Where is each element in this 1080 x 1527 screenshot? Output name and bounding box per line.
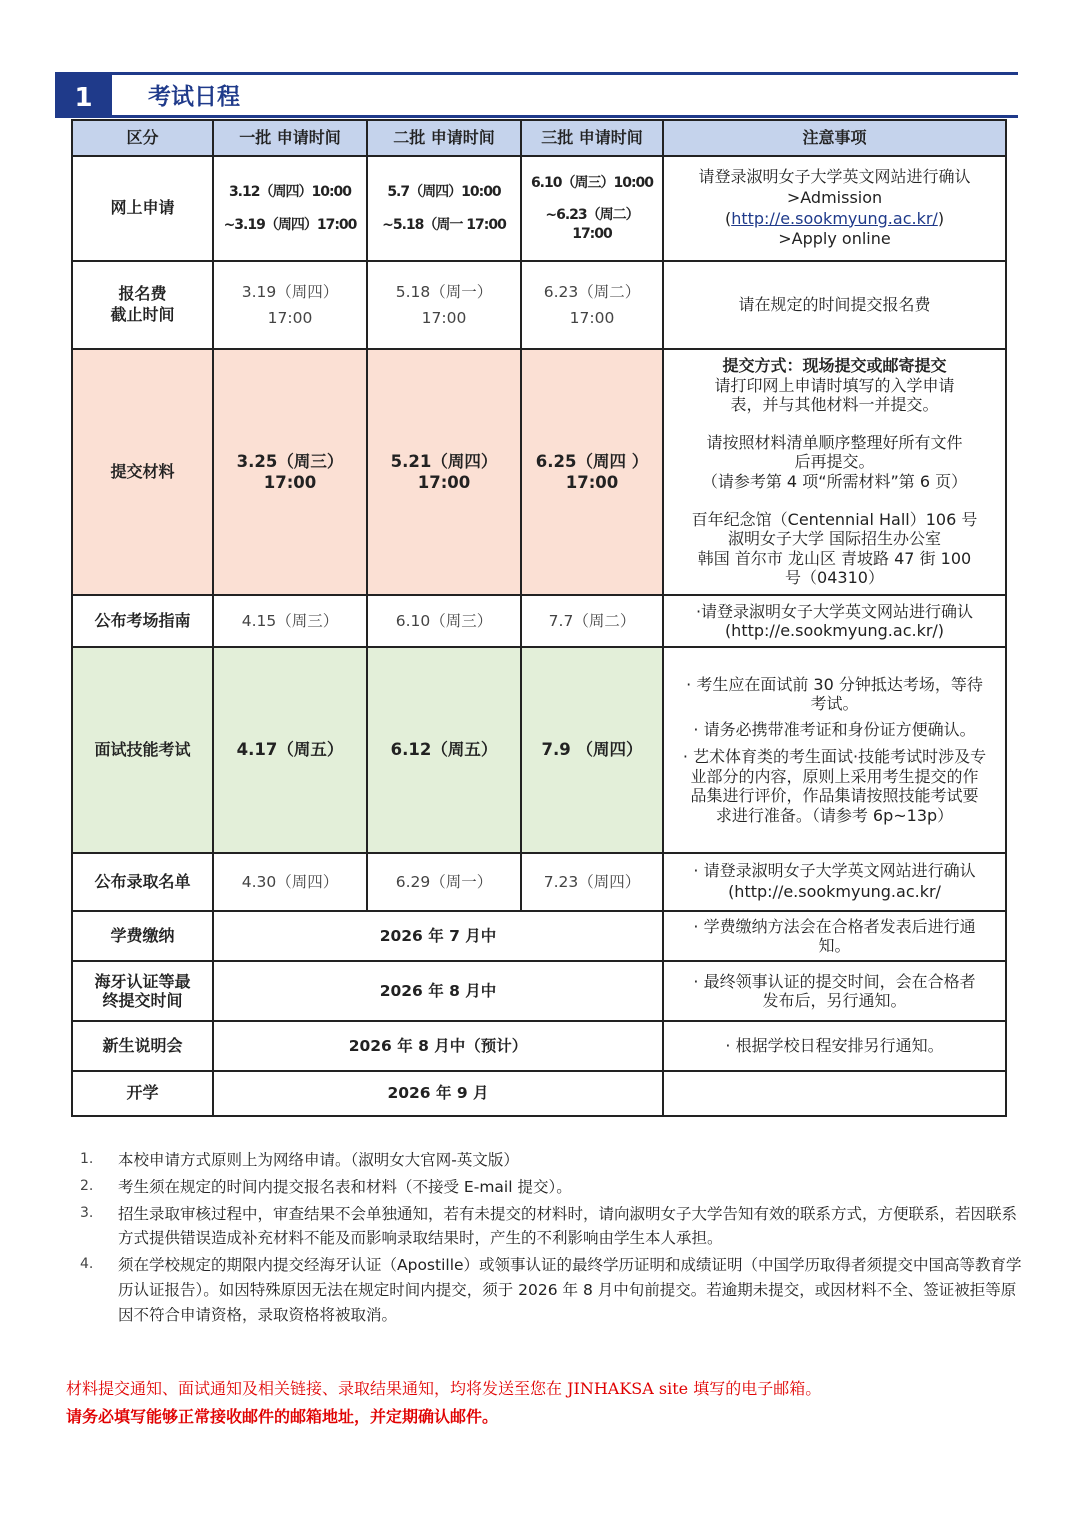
date-cell: 4.30（周四） (213, 853, 367, 911)
date-cell (213, 261, 367, 349)
website-link[interactable]: http://e.sookmyung.ac.kr/ (731, 208, 938, 228)
note-line: ·请登录淑明女子大学英文网站进行确认 (695, 601, 974, 621)
row-label (72, 961, 213, 1021)
email-notice-bold: 请务必填写能够正常接收邮件的邮箱地址，并定期确认邮件。 (66, 1407, 499, 1426)
note-line: 发布后，另行通知。 (762, 991, 907, 1010)
note-cell (663, 647, 1006, 853)
schedule-table (71, 119, 1007, 1117)
label-line: 截止时间 (110, 305, 175, 324)
date-line: 17:00 (569, 309, 615, 327)
header-rule-bottom (112, 115, 1018, 118)
list-item (80, 1148, 1025, 1173)
table-row (72, 595, 1006, 647)
date-line: 5.18（周一） (395, 282, 493, 301)
note-cell (663, 911, 1006, 961)
date-line: 17:00 (417, 473, 471, 492)
table-row (72, 961, 1006, 1021)
note-line: · 请登录淑明女子大学英文网站进行确认 (693, 861, 976, 881)
date-line: 5.7（周四）10:00 (387, 184, 501, 201)
table-row (72, 1021, 1006, 1071)
note-line: >Admission (786, 187, 883, 207)
date-line: 6.25（周四 ） (535, 451, 649, 471)
date-cell: 6.12（周五） (367, 647, 521, 853)
date-cell (521, 156, 663, 261)
note-line: （请参考第 4 项“所需材料”第 6 页） (701, 472, 968, 491)
note-cell (663, 349, 1006, 595)
date-line: 17:00 (421, 309, 467, 327)
note-line: · 学费缴纳方法会在合格者发表后进行通 (693, 916, 976, 936)
row-label: 公布录取名单 (72, 853, 213, 911)
note-line: 请打印网上申请时填写的入学申请 (714, 375, 955, 395)
date-line: 3.25（周三） (236, 451, 344, 471)
note-line: 品集进行评价，作品集请按照技能考试要 (690, 786, 979, 806)
note-text: 招生录取审核过程中，审查结果不会单独通知，若有未提交的材料时，请向淑明女子大学告知有效的联系方式，方便联系，若因联系方式提供错误造成补充材料不能及而影响录取结果时，产生的不利影响由学生本人承担。 (118, 1204, 1018, 1248)
label-line: 终提交时间 (102, 991, 183, 1010)
note-text: 须在学校规定的期限内提交经海牙认证（Apostille）或领事认证的最终学历证明和成绩证明（中国学历取得者须提交中国高等教育学历认证报告）。如因特殊原因无法在规定时间内提交，须于 2026 年 8 月中旬前提交。若逾期未提交，或因材料不全、签证被拒等原因不符合申请资格，录取资格将被取消。 (118, 1256, 1022, 1324)
header-notes: 注意事项 (663, 120, 1006, 156)
note-line: 号（04310） (785, 568, 884, 588)
note-line: 后再提交。 (794, 452, 875, 472)
table-row (72, 1071, 1006, 1116)
date-line: 3.12（周四）10:00 (228, 184, 352, 201)
date-line: 3.19（周四） (241, 282, 339, 301)
date-cell (367, 349, 521, 595)
date-cell: 7.7（周二） (521, 595, 663, 647)
list-item (80, 1253, 1025, 1327)
date-line: 17:00 (565, 473, 619, 492)
row-label: 新生说明会 (72, 1021, 213, 1071)
date-cell: 6.29（周一） (367, 853, 521, 911)
date-cell: 4.15（周三） (213, 595, 367, 647)
note-line: (http://e.sookmyung.ac.kr/) (724, 621, 945, 640)
note-cell (663, 853, 1006, 911)
note-line: · 艺术体育类的考生面试·技能考试时涉及专 (682, 747, 987, 767)
date-line: ~6.23（周二）17:00 (545, 207, 639, 242)
note-cell (663, 156, 1006, 261)
date-line: 6.10（周三）10:00 (530, 175, 654, 192)
email-notice: 材料提交通知、面试通知及相关链接、录取结果通知，均将发送至您在 JINHAKSA site 填写的电子邮箱。 (66, 1379, 822, 1398)
note-line: (http://e.sookmyung.ac.kr/ (728, 882, 941, 901)
note-line: 百年纪念馆（Centennial Hall）106 号 (691, 509, 978, 529)
row-label: 学费缴纳 (72, 911, 213, 961)
list-item (80, 1175, 1025, 1200)
note-line: · 请务必携带准考证和身份证方便确认。 (693, 719, 976, 739)
note-line: · 考生应在面试前 30 分钟抵达考场，等待 (686, 674, 983, 694)
note-cell (663, 961, 1006, 1021)
note-line: · 最终领事认证的提交时间，会在合格者 (693, 971, 976, 991)
header-rule-top (112, 72, 1018, 75)
table-row (72, 349, 1006, 595)
date-cell (521, 261, 663, 349)
table-row (72, 647, 1006, 853)
note-number: 2. (80, 1177, 94, 1194)
date-cell: 4.17（周五） (213, 647, 367, 853)
notes-list (80, 1148, 1025, 1330)
row-label: 面试技能考试 (72, 647, 213, 853)
table-row (72, 911, 1006, 961)
date-cell: 7.9 （周四） (521, 647, 663, 853)
note-title: 提交方式：现场提交或邮寄提交 (722, 356, 947, 376)
note-line: 淑明女子大学 国际招生办公室 (727, 529, 942, 549)
date-cell (367, 156, 521, 261)
note-line: 韩国 首尔市 龙山区 青坡路 47 街 100 (697, 548, 972, 568)
row-label: 网上申请 (72, 156, 213, 261)
note-line: 请登录淑明女子大学英文网站进行确认 (698, 166, 971, 186)
date-cell (213, 349, 367, 595)
note-text: 本校申请方式原则上为网络申请。（淑明女大官网-英文版） (118, 1151, 519, 1169)
note-line: >Apply online (778, 229, 891, 249)
note-line: 表，并与其他材料一并提交。 (730, 395, 939, 415)
header-batch-3: 三批 申请时间 (521, 120, 663, 156)
row-label (72, 261, 213, 349)
date-cell (367, 261, 521, 349)
note-text: 考生须在规定的时间内提交报名表和材料（不接受 E-mail 提交）。 (118, 1177, 572, 1196)
header-category: 区分 (72, 120, 213, 156)
merged-date-cell: 2026 年 8 月中（预计） (213, 1021, 663, 1071)
date-cell (521, 349, 663, 595)
row-label: 公布考场指南 (72, 595, 213, 647)
note-cell (663, 1071, 1006, 1116)
table-row (72, 261, 1006, 349)
table-row (72, 853, 1006, 911)
date-line: 17:00 (267, 309, 313, 327)
paren-close: ) (937, 208, 945, 228)
header-batch-1: 一批 申请时间 (213, 120, 367, 156)
table-row (72, 156, 1006, 261)
row-label: 开学 (72, 1071, 213, 1116)
note-line: 知。 (818, 936, 851, 955)
note-number: 4. (80, 1256, 94, 1273)
note-number: 3. (80, 1204, 94, 1221)
row-label: 提交材料 (72, 349, 213, 595)
section-header (55, 72, 1018, 118)
note-number: 1. (80, 1151, 94, 1167)
section-number: 1 (55, 72, 112, 118)
merged-date-cell: 2026 年 9 月 (213, 1071, 663, 1116)
merged-date-cell: 2026 年 8 月中 (213, 961, 663, 1021)
table-header-row (72, 120, 1006, 156)
merged-date-cell: 2026 年 7 月中 (213, 911, 663, 961)
header-batch-2: 二批 申请时间 (367, 120, 521, 156)
spacer (668, 492, 1001, 510)
note-line: 考试。 (810, 694, 859, 714)
note-cell (663, 595, 1006, 647)
spacer (668, 415, 1001, 433)
note-cell: 请在规定的时间提交报名费 (663, 261, 1006, 349)
section-title: 考试日程 (148, 84, 240, 110)
label-line: 海牙认证等最 (94, 971, 191, 991)
list-item (80, 1202, 1025, 1252)
label-line: 报名费 (118, 284, 167, 304)
date-line: 6.23（周二） (543, 282, 641, 301)
date-cell: 7.23（周四） (521, 853, 663, 911)
note-line: 业部分的内容，原则上采用考生提交的作 (690, 766, 979, 786)
date-line: ~3.19（周四）17:00 (223, 216, 357, 233)
date-line: 5.21（周四） (390, 451, 498, 471)
note-cell: · 根据学校日程安排另行通知。 (663, 1021, 1006, 1071)
note-line: 求进行准备。（请参考 6p~13p） (715, 805, 954, 825)
date-line: ~5.18（周一 17:00 (382, 216, 506, 233)
date-line: 17:00 (263, 473, 317, 492)
paren-open: ( (724, 208, 732, 228)
note-line: 请按照材料清单顺序整理好所有文件 (706, 432, 963, 452)
date-cell (213, 156, 367, 261)
date-cell: 6.10（周三） (367, 595, 521, 647)
